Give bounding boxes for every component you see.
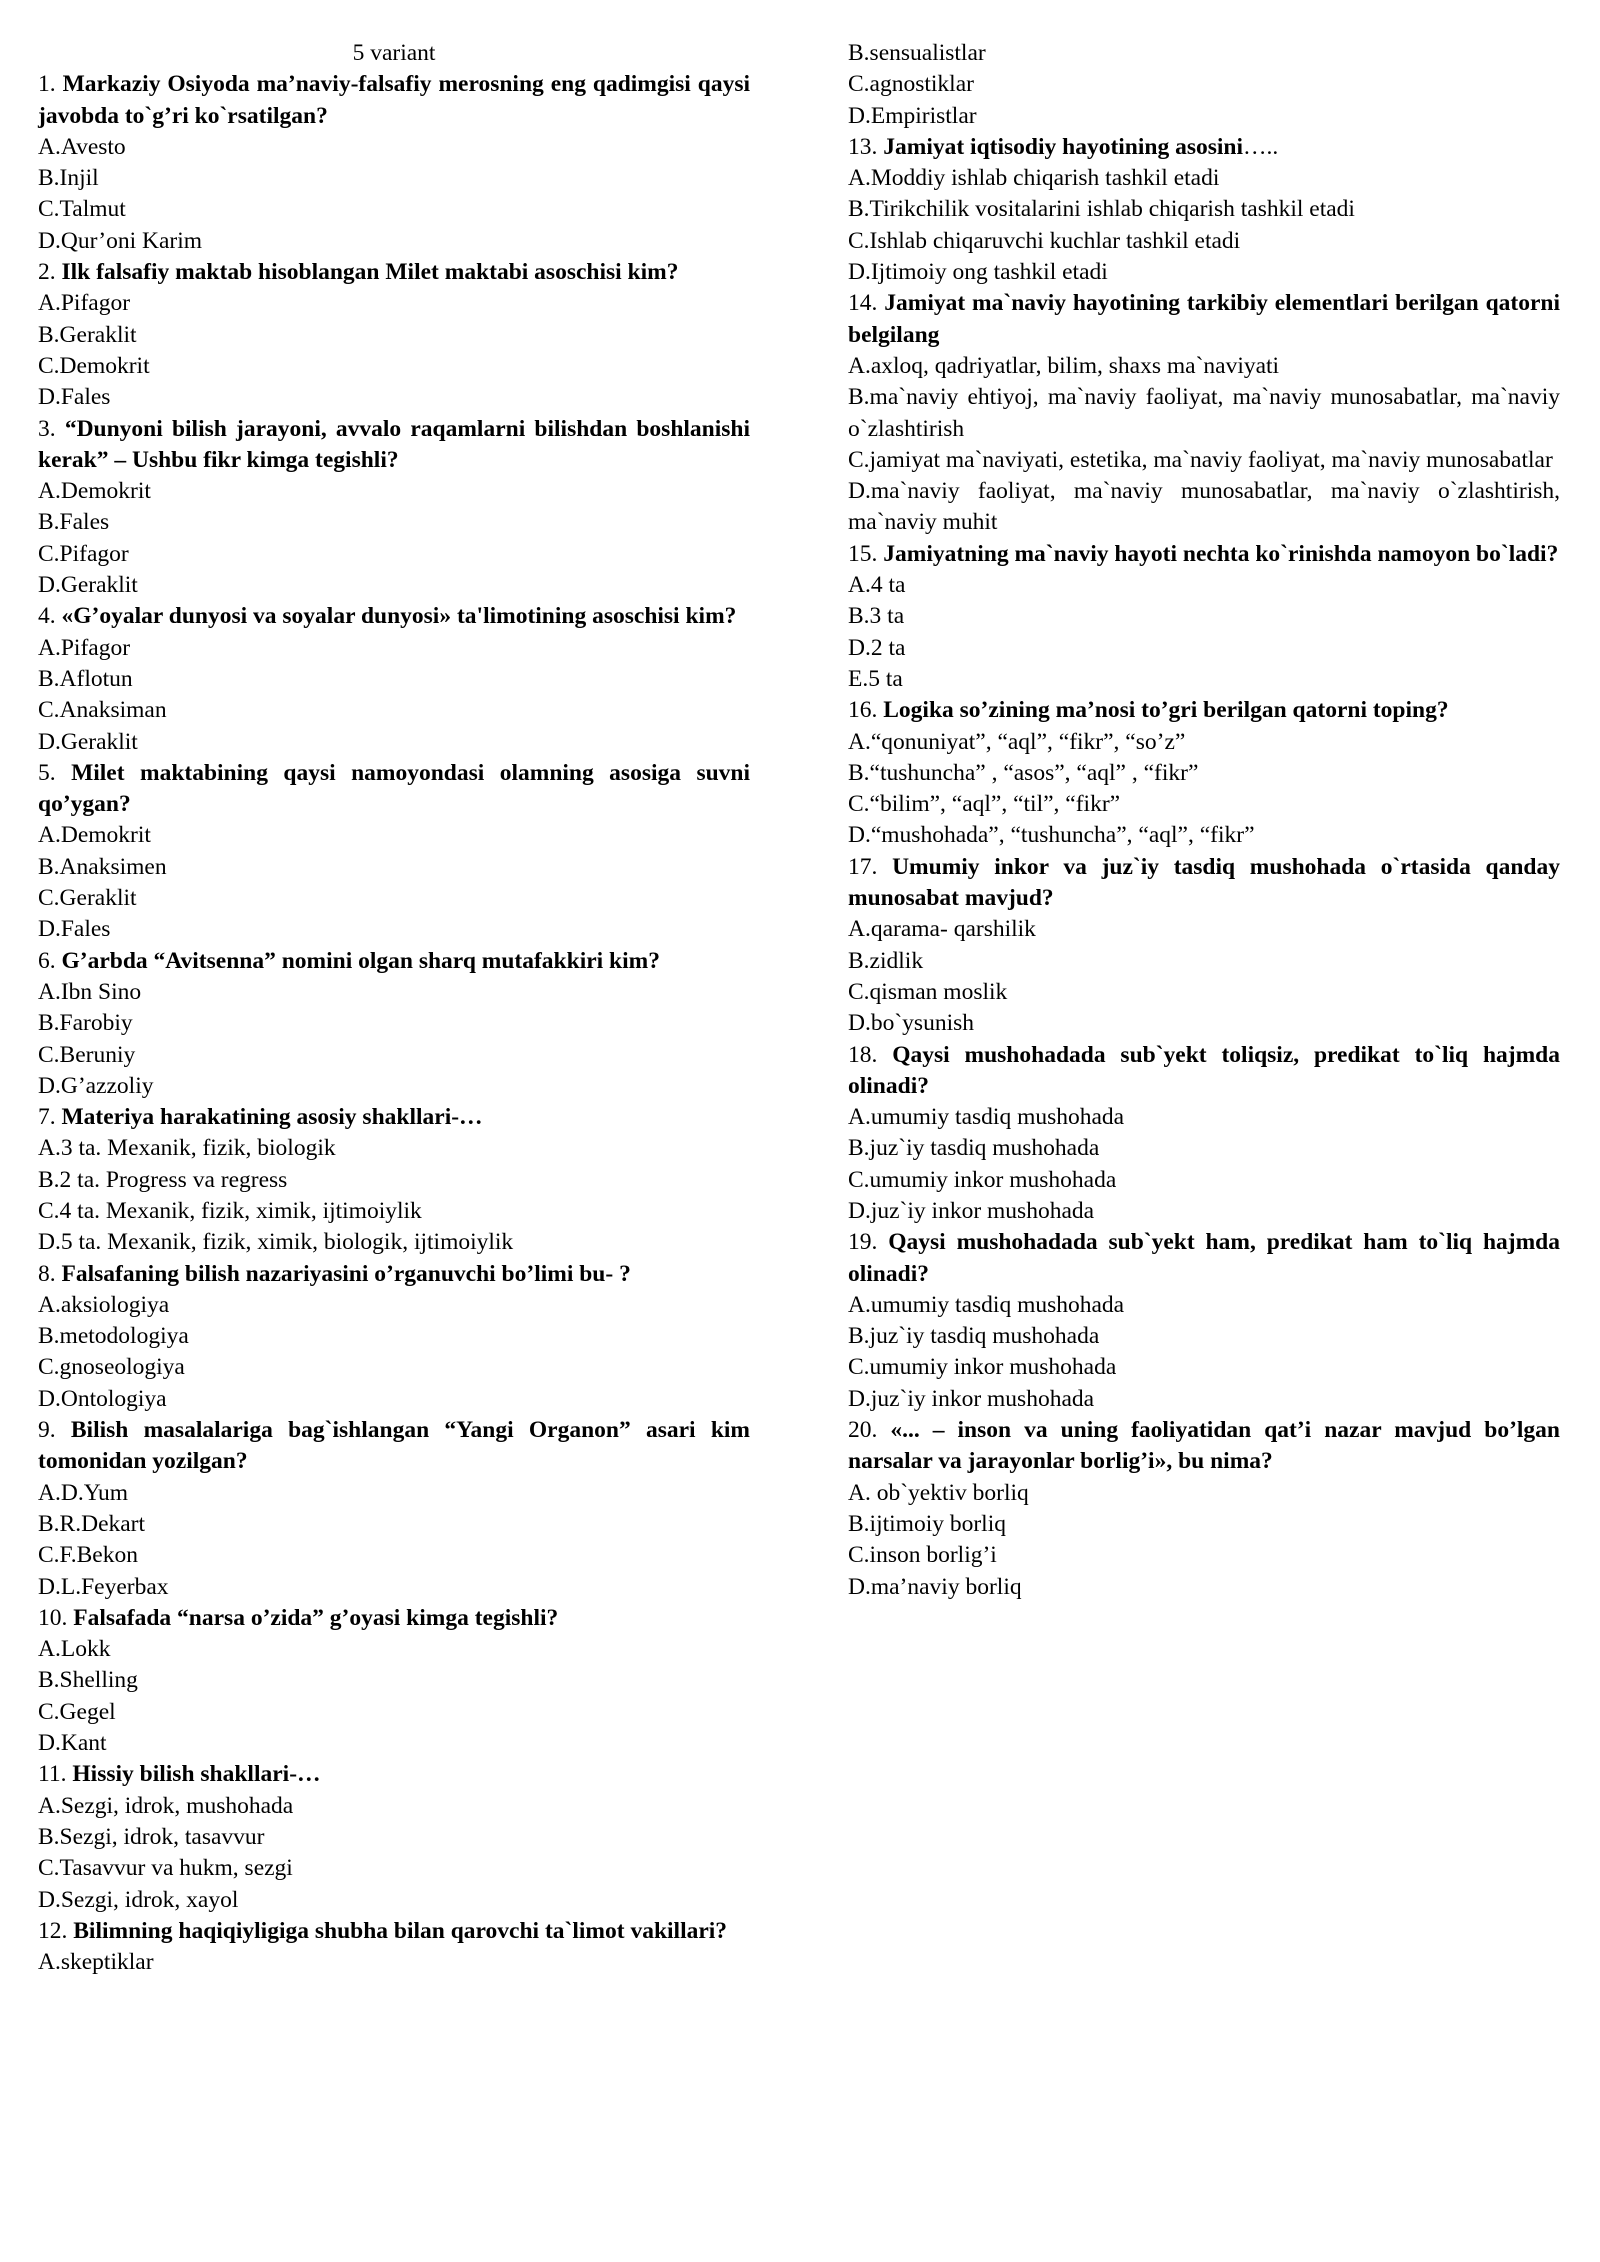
question-10 bbox=[38, 1603, 750, 1634]
options-1 bbox=[38, 132, 750, 257]
option-c: C.Tasavvur va hukm, sezgi bbox=[38, 1855, 293, 1882]
option-c: C.Gegel bbox=[38, 1698, 116, 1725]
option-b: B.sensualistlar bbox=[848, 40, 986, 66]
option-c: C.jamiyat ma`naviyati, estetika, ma`naviy faoliyat, ma`naviy munosabatlar bbox=[848, 446, 1553, 473]
option-a: A.aksiologiya bbox=[38, 1291, 170, 1318]
question-number: 3. bbox=[38, 415, 56, 442]
question-text: Logika so’zining ma’nosi to’gri berilgan qatorni toping? bbox=[883, 697, 1449, 724]
option-a: A.“qonuniyat”, “aql”, “fikr”, “so’z” bbox=[848, 728, 1186, 755]
option-c: C.Ishlab chiqaruvchi kuchlar tashkil etadi bbox=[848, 227, 1241, 254]
question-text: Umumiy inkor va juz`iy tasdiq mushohada o`rtasida qanday munosabat mavjud? bbox=[848, 853, 1560, 912]
option-d: D.juz`iy inkor mushohada bbox=[848, 1197, 1095, 1224]
question-11 bbox=[38, 1759, 750, 1790]
question-19 bbox=[848, 1227, 1560, 1290]
options-18 bbox=[848, 1102, 1560, 1227]
option-d: D.ma’naviy borliq bbox=[848, 1573, 1022, 1600]
question-15 bbox=[848, 539, 1560, 570]
option-c: C.Talmut bbox=[38, 196, 126, 223]
question-text: G’arbda “Avitsenna” nomini olgan sharq mutafakkiri kim? bbox=[61, 947, 660, 974]
right-column bbox=[848, 38, 1560, 1603]
question-text: Qaysi mushohadada sub`yekt ham, predikat ham to`liq hajmda olinadi? bbox=[848, 1229, 1560, 1287]
option-d: D.juz`iy inkor mushohada bbox=[848, 1385, 1095, 1412]
option-a: A.4 ta bbox=[848, 572, 906, 599]
question-number: 4. bbox=[38, 603, 56, 630]
question-text: Ilk falsafiy maktab hisoblangan Milet maktabi asoschisi kim? bbox=[61, 259, 679, 286]
option-d: D.bo`ysunish bbox=[848, 1010, 974, 1037]
options-12-part-2 bbox=[848, 38, 1560, 132]
question-text: Milet maktabining qaysi namoyondasi olamning asosiga suvni qo’ygan? bbox=[38, 759, 751, 818]
option-b: B.3 ta bbox=[848, 603, 905, 630]
question-text: Markaziy Osiyoda ma’naviy-falsafiy merosning eng qadimgisi qaysi javobda to`g’ri ko`rsatilgan? bbox=[38, 71, 750, 129]
question-text: Qaysi mushohadada sub`yekt toliqsiz, predikat to`liq hajmda olinadi? bbox=[848, 1041, 1560, 1099]
question-3 bbox=[38, 414, 750, 477]
question-number: 16. bbox=[848, 697, 878, 724]
option-b: B.Farobiy bbox=[38, 1010, 133, 1037]
options-10 bbox=[38, 1634, 750, 1759]
options-13 bbox=[848, 163, 1560, 288]
question-number: 7. bbox=[38, 1104, 56, 1131]
options-4 bbox=[38, 633, 750, 758]
option-d: D.Kant bbox=[38, 1730, 107, 1757]
option-d: D.2 ta bbox=[848, 634, 906, 661]
question-18 bbox=[848, 1040, 1560, 1103]
question-8 bbox=[38, 1259, 750, 1290]
question-text: Materiya harakatining asosiy shakllari-… bbox=[61, 1104, 483, 1131]
question-number: 20. bbox=[848, 1417, 878, 1444]
question-number: 9. bbox=[38, 1417, 56, 1444]
question-7 bbox=[38, 1102, 750, 1133]
option-b: B.Sezgi, idrok, tasavvur bbox=[38, 1823, 265, 1850]
question-number: 12. bbox=[38, 1917, 68, 1944]
option-b: B.Fales bbox=[38, 509, 110, 536]
option-d: D.Sezgi, idrok, xayol bbox=[38, 1886, 239, 1913]
question-number: 6. bbox=[38, 947, 56, 974]
option-a: A. ob`yektiv borliq bbox=[848, 1479, 1029, 1506]
option-c: C.Demokrit bbox=[38, 352, 150, 379]
question-text: Bilish masalalariga bag`ishlangan “Yangi Organon” asari kim tomonidan yozilgan? bbox=[38, 1417, 750, 1475]
option-a: A.skeptiklar bbox=[38, 1949, 154, 1976]
options-12-part-1 bbox=[38, 1947, 750, 1978]
option-a: A.axloq, qadriyatlar, bilim, shaxs ma`naviyati bbox=[848, 352, 1280, 379]
option-c: C.Geraklit bbox=[38, 885, 137, 912]
options-8 bbox=[38, 1290, 750, 1415]
question-number: 2. bbox=[38, 259, 56, 286]
option-c: C.umumiy inkor mushohada bbox=[848, 1166, 1117, 1193]
option-a: A.3 ta. Mexanik, fizik, biologik bbox=[38, 1135, 336, 1162]
option-b: B.Aflotun bbox=[38, 665, 133, 692]
option-c: C.Beruniy bbox=[38, 1041, 136, 1068]
question-17 bbox=[848, 852, 1560, 915]
question-text: Bilimning haqiqiyligiga shubha bilan qarovchi ta`limot vakillari? bbox=[73, 1917, 728, 1944]
option-e: E.5 ta bbox=[848, 665, 903, 692]
question-text: “Dunyoni bilish jarayoni, avvalo raqamlarni bilishdan boshlanishi kerak” – Ushbu fikr kimga tegishli? bbox=[38, 415, 751, 473]
question-1 bbox=[38, 69, 750, 132]
option-d: D.Geraklit bbox=[38, 728, 138, 755]
option-c: C.Anaksiman bbox=[38, 697, 167, 724]
option-b: B.R.Dekart bbox=[38, 1510, 146, 1537]
option-a: A.D.Yum bbox=[38, 1479, 129, 1506]
question-number: 14. bbox=[848, 290, 878, 317]
option-d: D.Qur’oni Karim bbox=[38, 227, 203, 254]
option-d: D.ma`naviy faoliyat, ma`naviy munosabatlar, ma`naviy o`zlashtirish, ma`naviy muhit bbox=[848, 478, 1560, 536]
options-11 bbox=[38, 1791, 750, 1916]
question-number: 5. bbox=[38, 759, 56, 786]
option-c: C.qisman moslik bbox=[848, 978, 1008, 1005]
option-d: D.Fales bbox=[38, 916, 111, 943]
left-column bbox=[38, 38, 750, 1978]
option-a: A.Demokrit bbox=[38, 478, 151, 505]
option-b: B.metodologiya bbox=[38, 1323, 189, 1350]
option-a: A.Avesto bbox=[38, 133, 126, 160]
question-text: Jamiyat ma`naviy hayotining tarkibiy elementlari berilgan qatorni belgilang bbox=[848, 290, 1560, 348]
options-6 bbox=[38, 977, 750, 1102]
variant-title: 5 variant bbox=[352, 40, 436, 66]
question-5 bbox=[38, 758, 750, 821]
option-b: B.Geraklit bbox=[38, 321, 137, 348]
option-d: D.L.Feyerbax bbox=[38, 1573, 169, 1600]
option-c: C.Pifagor bbox=[38, 540, 129, 567]
option-b: B.Tirikchilik vositalarini ishlab chiqarish tashkil etadi bbox=[848, 196, 1355, 223]
option-b: B.juz`iy tasdiq mushohada bbox=[848, 1323, 1100, 1350]
option-c: C.gnoseologiya bbox=[38, 1354, 185, 1381]
option-d: D.“mushohada”, “tushuncha”, “aql”, “fikr” bbox=[848, 822, 1255, 849]
option-a: A.Moddiy ishlab chiqarish tashkil etadi bbox=[848, 165, 1220, 192]
options-3 bbox=[38, 476, 750, 601]
question-number: 1. bbox=[38, 71, 56, 98]
option-b: B.Anaksimen bbox=[38, 853, 167, 880]
option-a: A.Sezgi, idrok, mushohada bbox=[38, 1792, 294, 1819]
option-b: B.ma`naviy ehtiyoj, ma`naviy faoliyat, ma`naviy munosabatlar, ma`naviy o`zlashtirish bbox=[848, 384, 1560, 442]
question-text: Falsafada “narsa o’zida” g’oyasi kimga tegishli? bbox=[73, 1604, 559, 1631]
option-b: B.ijtimoiy borliq bbox=[848, 1510, 1006, 1537]
question-13 bbox=[848, 132, 1560, 163]
options-20 bbox=[848, 1478, 1560, 1603]
options-7 bbox=[38, 1133, 750, 1258]
option-d: D.G’azzoliy bbox=[38, 1072, 154, 1099]
question-9 bbox=[38, 1415, 750, 1478]
question-ellipsis: ….. bbox=[1243, 133, 1279, 160]
option-b: B.zidlik bbox=[848, 947, 924, 974]
options-9 bbox=[38, 1478, 750, 1603]
option-a: A.Pifagor bbox=[38, 290, 131, 317]
option-c: C.inson borlig’i bbox=[848, 1542, 997, 1569]
options-16 bbox=[848, 727, 1560, 852]
option-c: C.umumiy inkor mushohada bbox=[848, 1354, 1117, 1381]
question-number: 17. bbox=[848, 853, 878, 880]
option-b: B.2 ta. Progress va regress bbox=[38, 1166, 288, 1193]
option-a: A.Pifagor bbox=[38, 634, 131, 661]
option-a: A.umumiy tasdiq mushohada bbox=[848, 1291, 1125, 1318]
question-number: 19. bbox=[848, 1229, 878, 1256]
question-number: 15. bbox=[848, 540, 878, 567]
question-text: Falsafaning bilish nazariyasini o’rganuvchi bo’limi bu- ? bbox=[61, 1260, 631, 1287]
question-number: 10. bbox=[38, 1604, 68, 1631]
option-b: B.Shelling bbox=[38, 1667, 138, 1694]
question-number: 13. bbox=[848, 133, 878, 160]
option-c: C.F.Bekon bbox=[38, 1542, 138, 1569]
option-c: C.“bilim”, “aql”, “til”, “fikr” bbox=[848, 791, 1121, 818]
option-b: B.juz`iy tasdiq mushohada bbox=[848, 1135, 1100, 1162]
option-b: B.“tushuncha” , “asos”, “aql” , “fikr” bbox=[848, 759, 1199, 786]
option-d: D.Empiristlar bbox=[848, 102, 977, 129]
option-a: A.Demokrit bbox=[38, 822, 151, 849]
question-4 bbox=[38, 601, 750, 632]
question-text: Jamiyatning ma`naviy hayoti nechta ko`rinishda namoyon bo`ladi? bbox=[883, 540, 1559, 567]
question-14 bbox=[848, 288, 1560, 351]
option-d: D.Ijtimoiy ong tashkil etadi bbox=[848, 259, 1108, 286]
option-a: A.Lokk bbox=[38, 1636, 111, 1663]
question-6 bbox=[38, 946, 750, 977]
question-text: «... – inson va uning faoliyatidan qat’i nazar mavjud bo’lgan narsalar va jarayonlar borlig’i», bu nima? bbox=[848, 1417, 1560, 1475]
option-c: C.agnostiklar bbox=[848, 71, 974, 98]
question-number: 8. bbox=[38, 1260, 56, 1287]
question-text: Jamiyat iqtisodiy hayotining asosini bbox=[883, 133, 1244, 160]
question-number: 11. bbox=[38, 1761, 67, 1788]
question-number: 18. bbox=[848, 1041, 878, 1068]
option-a: A.Ibn Sino bbox=[38, 978, 142, 1005]
option-d: D.Fales bbox=[38, 384, 111, 411]
option-a: A.qarama- qarshilik bbox=[848, 916, 1036, 943]
options-2 bbox=[38, 288, 750, 413]
options-14 bbox=[848, 351, 1560, 539]
option-a: A.umumiy tasdiq mushohada bbox=[848, 1104, 1125, 1131]
question-text: Hissiy bilish shakllari-… bbox=[72, 1761, 321, 1788]
option-d: D.Ontologiya bbox=[38, 1385, 167, 1412]
option-c: C.4 ta. Mexanik, fizik, ximik, ijtimoiylik bbox=[38, 1197, 422, 1224]
question-12 bbox=[38, 1916, 750, 1947]
option-d: D.Geraklit bbox=[38, 572, 138, 599]
option-d: D.5 ta. Mexanik, fizik, ximik, biologik, ijtimoiylik bbox=[38, 1229, 514, 1256]
question-16 bbox=[848, 695, 1560, 726]
options-5 bbox=[38, 820, 750, 945]
options-17 bbox=[848, 914, 1560, 1039]
options-19 bbox=[848, 1290, 1560, 1415]
options-15 bbox=[848, 570, 1560, 695]
question-20 bbox=[848, 1415, 1560, 1478]
question-text: «G’oyalar dunyosi va soyalar dunyosi» ta'limotining asoschisi kim? bbox=[61, 603, 737, 630]
question-2 bbox=[38, 257, 750, 288]
option-b: B.Injil bbox=[38, 165, 99, 192]
